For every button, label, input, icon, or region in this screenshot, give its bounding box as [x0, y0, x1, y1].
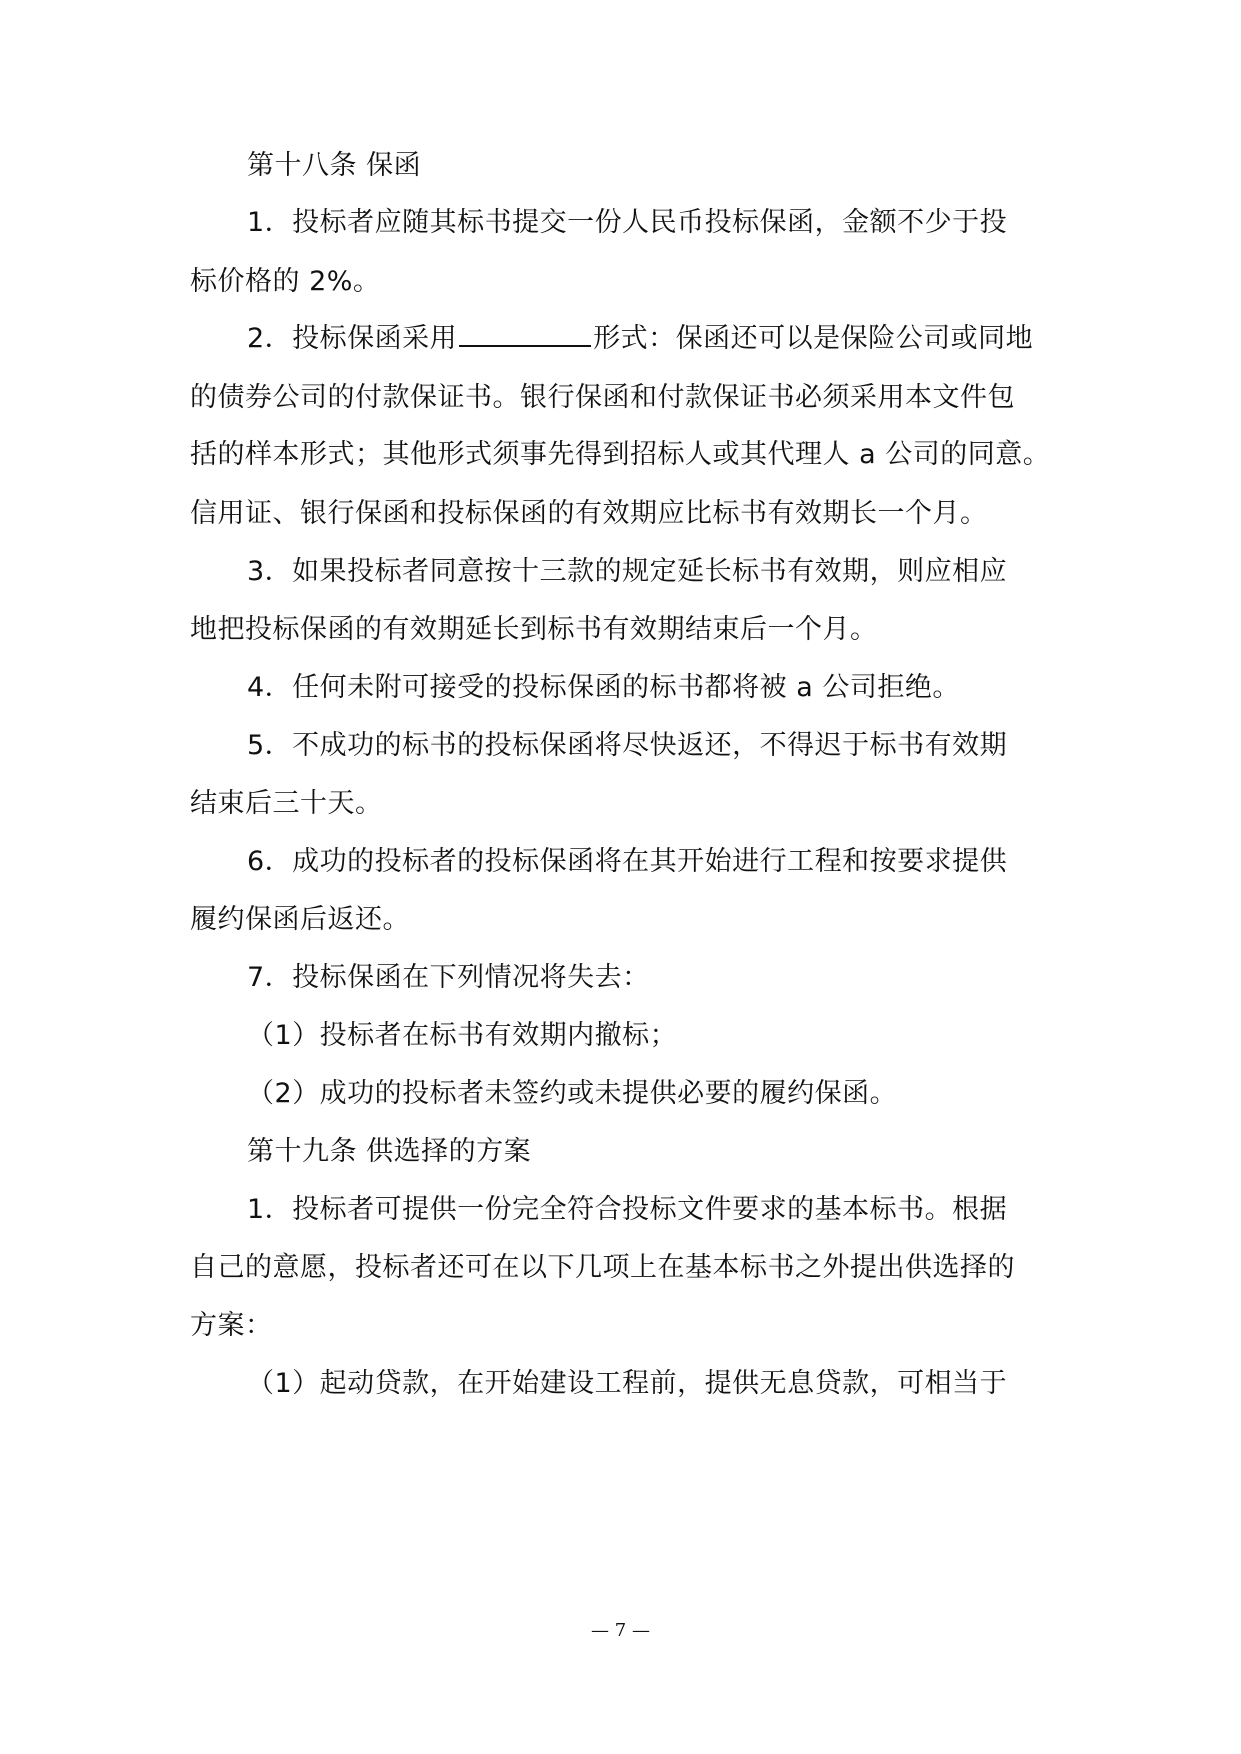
page-number: — 7 — [591, 1620, 650, 1641]
article-heading-18: 第十八条 保函 [247, 150, 422, 181]
paragraph-line: 结束后三十天。 [190, 788, 383, 819]
paragraph-line: 括的样本形式；其他形式须事先得到招标人或其代理人 a 公司的同意。 [190, 439, 1051, 470]
paragraph-line: 7．投标保函在下列情况将失去： [247, 962, 650, 993]
paragraph-line: 自己的意愿，投标者还可在以下几项上在基本标书之外提出供选择的 [190, 1252, 1015, 1283]
paragraph-text: 形式：保函还可以是保险公司或同地 [593, 323, 1034, 354]
paragraph-line: 3．如果投标者同意按十三款的规定延长标书有效期，则应相应 [247, 556, 1008, 587]
paragraph-line: 1．投标者可提供一份完全符合投标文件要求的基本标书。根据 [247, 1194, 1008, 1225]
paragraph-line: 5．不成功的标书的投标保函将尽快返还，不得迟于标书有效期 [247, 730, 1008, 761]
article-heading-19: 第十九条 供选择的方案 [247, 1136, 532, 1167]
paragraph-line: 4．任何未附可接受的投标保函的标书都将被 a 公司拒绝。 [247, 672, 960, 703]
paragraph-line: 标价格的 2%。 [190, 266, 381, 297]
fill-in-blank [459, 321, 591, 347]
paragraph-line: 方案： [190, 1310, 273, 1341]
paragraph-line: 信用证、银行保函和投标保函的有效期应比标书有效期长一个月。 [190, 498, 988, 529]
paragraph-line [247, 321, 1033, 357]
paragraph-line: 履约保函后返还。 [190, 904, 410, 935]
paragraph-line: 地把投标保函的有效期延长到标书有效期结束后一个月。 [190, 614, 878, 645]
paragraph-line: 6．成功的投标者的投标保函将在其开始进行工程和按要求提供 [247, 846, 1008, 877]
paragraph-line: 的债券公司的付款保证书。银行保函和付款保证书必须采用本文件包 [190, 382, 1015, 413]
paragraph-line: （1）投标者在标书有效期内撤标； [247, 1020, 678, 1051]
paragraph-line: 1．投标者应随其标书提交一份人民币投标保函，金额不少于投 [247, 207, 1008, 238]
paragraph-line: （2）成功的投标者未签约或未提供必要的履约保函。 [247, 1078, 898, 1109]
paragraph-text: 2．投标保函采用 [247, 323, 458, 354]
paragraph-line: （1）起动贷款，在开始建设工程前，提供无息贷款，可相当于 [247, 1368, 1008, 1399]
